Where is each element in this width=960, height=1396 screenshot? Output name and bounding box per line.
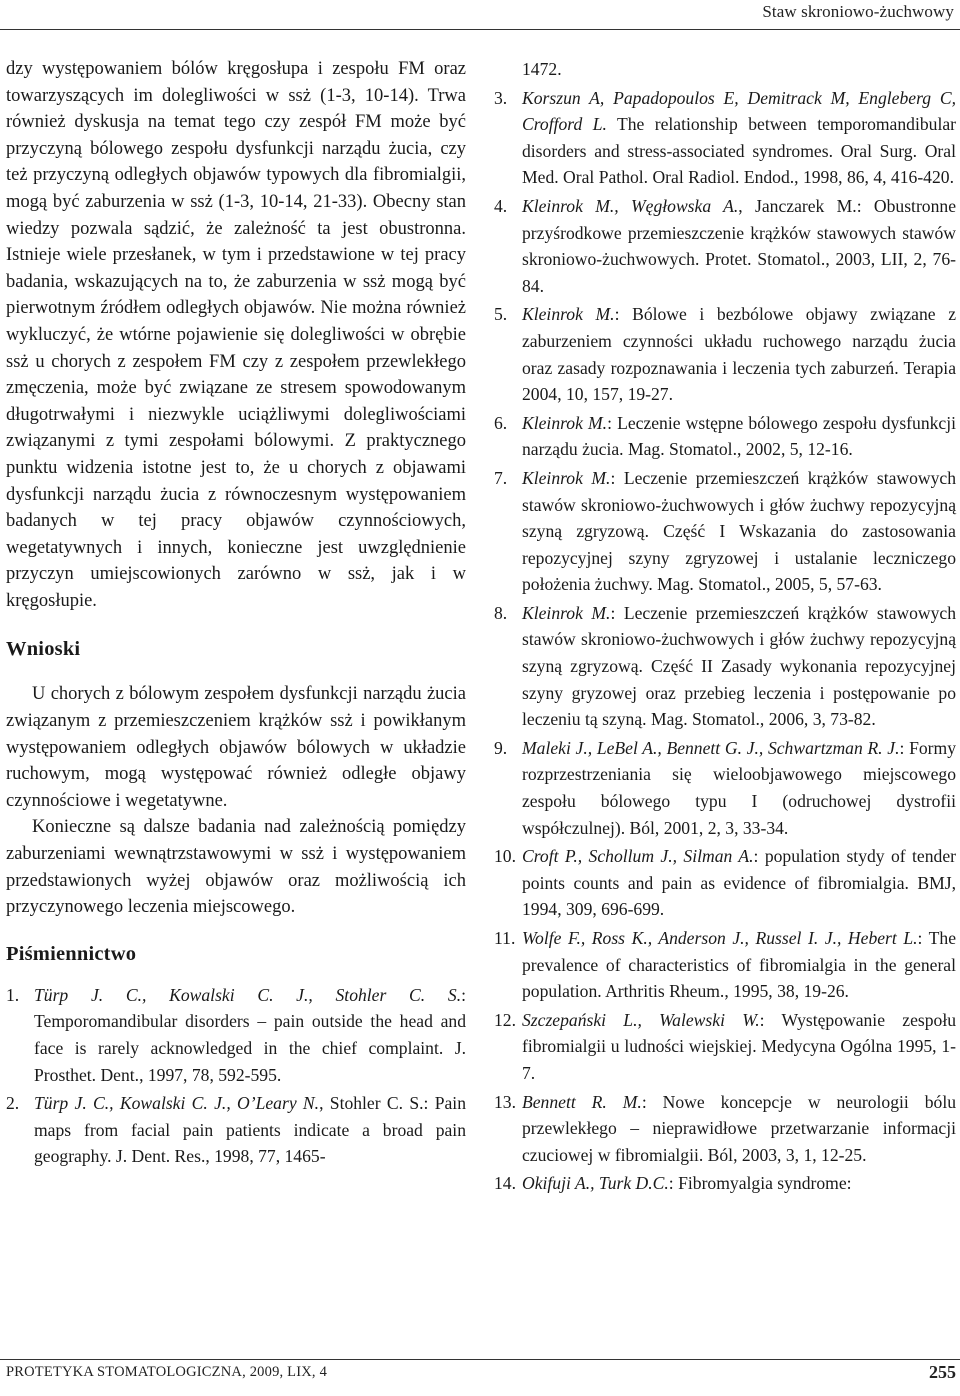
reference-item: 8. Kleinrok M.: Leczenie przemieszczeń krążków stawowych stawów skroniowo-żuchwowych i głów żuchwy repozycyjną szyną zgryzową. Część II Zasady wykonania repozycyjnej szyny gryzowej oraz przebieg leczenia i postępowanie po leczeniu tą szyną. Mag. Stomatol., 2006, 3, 73-82. (494, 600, 956, 733)
reference-number: 9. (494, 737, 508, 758)
reference-item: 12. Szczepański L., Walewski W.: Występowanie zespołu fibromialgii u ludności wiejskiej. Medycyna Ogólna 1995, 1-7. (494, 1007, 956, 1087)
reference-number: 2. (6, 1093, 20, 1114)
reference-item: 10. Croft P., Schollum J., Silman A.: population stydy of tender points counts and pain as evidence of fibromialgia. BMJ, 1994, 309, 696-699. (494, 843, 956, 923)
reference-text: Fibromyalgia syndrome: (678, 1173, 852, 1194)
body-paragraph-continued: dzy występowaniem bólów kręgosłupa i zespołu FM oraz towarzyszących im dolegliwości w ssż (1-3, 10-14). Trwa również dyskusja na temat tego czy zespół FM może być przyczyną bólowego zespołu dysfunkcji narządu żucia, czy też przyczyną odległych objawów typowych dla fibromialgii, mogą być zaburzenia w ssż (1-3, 10-14, 21-33). Obecny stan wiedzy pozwala sądzić, że zależność ta jest obustronna. Istnieje wiele przesłanek, w tym i przedstawione w tej pracy badania, wskazujących na to, że zaburzenia w ssż mogą być pierwotnym źródłem odległych objawów. Nie można również wykluczyć, że wtórne pojawienie się dolegliwości w obrębie ssż u chorych z zespołem FM czy z zespołem przewlekłego zmęczenia, może być związane ze stresem spowodowanym długotrwałymi i niezwykle uciążliwymi dolegliwościami związanymi z tymi zespołami bólowymi. Z praktycznego punktu widzenia istotne jest to, że u chorych z objawami dysfunkcji narządu żucia z równoczesnym występowaniem badanych w tej pracy objawów czynnościowych, wegetatywnych i innych, konieczne jest uwzględnienie przyczyn umiejscowionych zarówno w ssż, jak i w kręgosłupie. (6, 59, 466, 611)
reference-text: Stohler C. S.: Pain maps from facial pain patients indicate a broad pain geography. J. Dent. Res., 1998, 77, 1465- (34, 1093, 466, 1167)
reference-text: Nowe koncepcje w neurologii bólu przewlekłego – nieprawidłowe przetwarzanie informacji czuciowej w fibromialgii. Ból, 2003, 3, 1, 12-25. (522, 1091, 956, 1165)
left-column (6, 56, 466, 1170)
references-list-right (494, 56, 956, 1197)
reference-authors: Kleinrok M. (522, 467, 611, 488)
reference-authors: Kleinrok M. (522, 602, 611, 623)
reference-item: 14. Okifuji A., Turk D.C.: Fibromyalgia syndrome: (494, 1170, 956, 1197)
reference-item: 9. Maleki J., LeBel A., Bennett G. J., Schwartzman R. J.: Formy rozprzestrzeniania się wieloobjawowego miejscowego zespołu bólowego typu I (odruchowej dystrofii współczulnej). Ból, 2001, 2, 3, 33-34. (494, 735, 956, 841)
conclusions-paragraph-1: U chorych z bólowym zespołem dysfunkcji narządu żucia związanym z przemieszczeniem krążków ssż i powikłanym występowaniem odległych objawów bólowych w układzie ruchowym, mogą występować również odległe objawy czynnościowe i wegetatywne. (6, 684, 466, 811)
reference-authors: Kleinrok M. (522, 304, 615, 325)
reference-authors: Türp J. C., Kowalski C. J., Stohler C. S. (34, 984, 462, 1005)
reference-authors: Korszun A, Papadopoulos E, Demitrack M, Engleberg C, Crofford L. (522, 87, 956, 135)
reference-text: The prevalence of characteristics of fibromialgia in the general population. Arthritis Rheum., 1995, 38, 19-26. (522, 928, 957, 1002)
reference-item: 2. Türp J. C., Kowalski C. J., O’Leary N., Stohler C. S.: Pain maps from facial pain patients indicate a broad pain geography. J. Dent. Res., 1998, 77, 1465- (6, 1090, 466, 1170)
reference-authors: Okifuji A., Turk D.C. (522, 1173, 669, 1194)
reference-authors: Kleinrok M., Węgłowska A. (522, 195, 739, 216)
reference-item: 6. Kleinrok M.: Leczenie wstępne bólowego zespołu dysfunkcji narządu żucia. Mag. Stomatol., 2002, 5, 12-16. (494, 410, 956, 463)
conclusions-paragraph-2: Konieczne są dalsze badania nad zależnością pomiędzy zaburzeniami wewnątrzstawowymi w ssż i występowaniem przedstawionych wyżej objawów oraz możliwością ich przyczynowego leczenia miejscowego. (6, 817, 466, 918)
reference-authors: Türp J. C., Kowalski C. J., O’Leary N. (34, 1093, 320, 1114)
reference-text: Temporomandibular disorders – pain outside the head and face is rarely acknowledged in the chief complaint. J. Prosthet. Dent., 1997, 78, 592-595. (34, 1011, 466, 1085)
reference-authors: Szczepański L., Walewski W. (522, 1009, 760, 1030)
reference-number: 5. (494, 304, 508, 325)
reference-text: population stydy of tender points counts and pain as evidence of fibromialgia. BMJ, 1994, 309, 696-699. (522, 846, 956, 920)
header-divider (0, 29, 960, 30)
reference-text: Leczenie przemieszczeń krążków stawowych stawów skroniowo-żuchwowych i głów żuchwy repozycyjną szyną zgryzową. Część II Zasady wykonania repozycyjnej szyny gryzowej oraz przebieg leczenia i postępowanie po leczeniu tą szyną. Mag. Stomatol., 2006, 3, 73-82. (522, 602, 956, 730)
reference-number: 11. (494, 928, 516, 948)
reference-authors: Croft P., Schollum J., Silman A. (522, 846, 754, 867)
reference-number: 14. (494, 1173, 516, 1194)
footer-divider (0, 1359, 960, 1360)
reference-text: 1472. (522, 59, 562, 79)
page-number: 255 (929, 1362, 956, 1382)
reference-item: 1. Türp J. C., Kowalski C. J., Stohler C. S.: Temporomandibular disorders – pain outside the head and face is rarely acknowledged in the chief complaint. J. Prosthet. Dent., 1997, 78, 592-595. (6, 982, 466, 1088)
reference-item: 13. Bennett R. M.: Nowe koncepcje w neurologii bólu przewlekłego – nieprawidłowe przetwarzanie informacji czuciowej w fibromialgii. Ból, 2003, 3, 1, 12-25. (494, 1089, 956, 1169)
reference-text: The relationship between temporomandibular disorders and stress-associated syndromes. Oral Surg. Oral Med. Oral Pathol. Oral Radiol. Endod., 1998, 86, 4, 416-420. (522, 114, 956, 188)
references-heading: Piśmiennictwo (6, 942, 137, 965)
reference-text: Występowanie zespołu fibromialgii u ludności wiejskiej. Medycyna Ogólna 1995, 1-7. (522, 1009, 957, 1083)
reference-number: 6. (494, 412, 508, 433)
reference-authors: Bennett R. M. (522, 1091, 642, 1112)
reference-text: Bólowe i bezbólowe objawy związane z zaburzeniem czynności układu ruchowego narządu żucia oraz zasady rozpoznawania i leczenia tych zaburzeń. Terapia 2004, 10, 157, 19-27. (522, 304, 957, 405)
reference-item: 7. Kleinrok M.: Leczenie przemieszczeń krążków stawowych stawów skroniowo-żuchwowych i głów żuchwy repozycyjną szyną zgryzową. Część I Wskazania do zastosowania repozycyjnej szyny zgryzowej i ustalanie leczniczego położenia żuchwy. Mag. Stomatol., 2005, 5, 57-63. (494, 465, 956, 598)
reference-item (494, 85, 956, 191)
reference-number: 13. (494, 1091, 516, 1112)
reference-number: 1. (6, 984, 20, 1005)
reference-item: 4. Kleinrok M., Węgłowska A., Janczarek M.: Obustronne przyśrodkowe przemieszczenie krążków stawowych stawów skroniowo-żuchwowych. Protet. Stomatol., 2003, LII, 2, 76-84. (494, 193, 956, 299)
reference-number: 4. (494, 195, 508, 216)
conclusions-heading: Wnioski (6, 638, 81, 661)
reference-number: 10. (494, 846, 516, 867)
reference-text: Formy rozprzestrzeniania się wieloobjawowego miejscowego zespołu bólowego typu I (odruchowej dystrofii współczulnej). Ból, 2001, 2, 3, 33-34. (522, 737, 956, 838)
reference-number: 3. (494, 87, 508, 108)
references-list-left (6, 982, 466, 1170)
reference-item-continued (494, 56, 956, 83)
right-column (494, 56, 956, 1197)
reference-text: Janczarek M.: Obustronne przyśrodkowe przemieszczenie krążków stawowych stawów skroniowo-żuchwowych. Protet. Stomatol., 2003, LII, 2, 76-84. (522, 195, 956, 296)
running-header-title: Staw skroniowo-żuchwowy (762, 2, 954, 21)
reference-item: 5. Kleinrok M.: Bólowe i bezbólowe objawy związane z zaburzeniem czynności układu ruchowego narządu żucia oraz zasady rozpoznawania i leczenia tych zaburzeń. Terapia 2004, 10, 157, 19-27. (494, 301, 956, 407)
reference-number: 12. (494, 1009, 516, 1030)
reference-text: Leczenie wstępne bólowego zespołu dysfunkcji narządu żucia. Mag. Stomatol., 2002, 5, 12-16. (522, 412, 956, 460)
reference-authors: Maleki J., LeBel A., Bennett G. J., Schwartzman R. J. (522, 737, 900, 758)
reference-item: 11. Wolfe F., Ross K., Anderson J., Russel I. J., Hebert L.: The prevalence of characteristics of fibromialgia in the general population. Arthritis Rheum., 1995, 38, 19-26. (494, 925, 956, 1005)
reference-number: 7. (494, 467, 508, 488)
reference-number: 8. (494, 602, 508, 623)
reference-text: Leczenie przemieszczeń krążków stawowych stawów skroniowo-żuchwowych i głów żuchwy repozycyjną szyną zgryzową. Część I Wskazania do zastosowania repozycyjnej szyny zgryzowej i ustalanie leczniczego położenia żuchwy. Mag. Stomatol., 2005, 5, 57-63. (522, 467, 956, 595)
reference-authors: Kleinrok M. (522, 412, 608, 433)
reference-authors: Wolfe F., Ross K., Anderson J., Russel I. J., Hebert L. (522, 928, 918, 948)
journal-citation: PROTETYKA STOMATOLOGICZNA, 2009, LIX, 4 (6, 1364, 328, 1380)
